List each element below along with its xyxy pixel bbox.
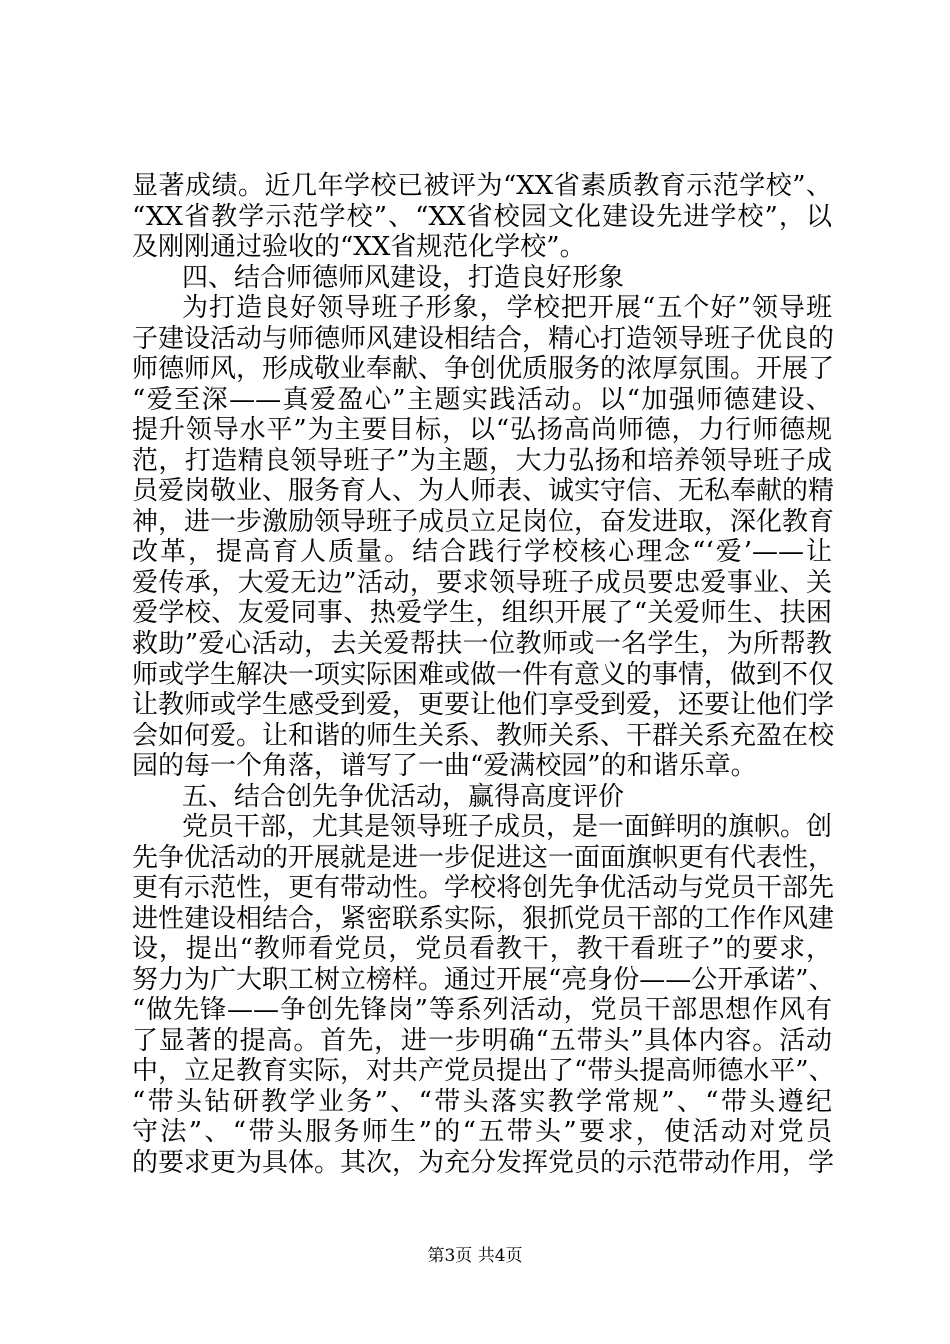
body-line: 更有示范性，更有带动性。学校将创先争优活动与党员干部先	[132, 873, 835, 903]
body-line: 爱传承，大爱无边”活动，要求领导班子成员要忠爱事业、关	[132, 568, 832, 598]
body-line: 中，立足教育实际，对共产党员提出了“带头提高师德水平”、	[132, 1056, 835, 1086]
body-line: 员爱岗敬业、服务育人、为人师表、诚实守信、无私奉献的精	[132, 476, 835, 506]
body-line: 爱学校、友爱同事、热爱学生，组织开展了“关爱师生、扶困	[132, 598, 832, 628]
body-line: 进性建设相结合，紧密联系实际，狠抓党员干部的工作作风建	[132, 904, 835, 934]
body-line: 园的每一个角落，谱写了一曲“爱满校园”的和谐乐章。	[132, 751, 757, 781]
body-line: 范，打造精良领导班子”为主题，大力弘扬和培养领导班子成	[132, 446, 832, 476]
body-line: “XX省教学示范学校”、“XX省校园文化建设先进学校”，以	[132, 202, 832, 232]
body-line: 显著成绩。近几年学校已被评为“XX省素质教育示范学校”、	[132, 171, 832, 201]
body-line: 子建设活动与师德师风建设相结合，精心打造领导班子优良的	[132, 324, 835, 354]
body-line: 的要求更为具体。其次，为充分发挥党员的示范带动作用，学	[132, 1148, 835, 1178]
body-line: 会如何爱。让和谐的师生关系、教师关系、干群关系充盈在校	[132, 721, 835, 751]
section-heading: 五、结合创先争优活动，赢得高度评价	[182, 782, 625, 812]
body-line: 先争优活动的开展就是进一步促进这一面面旗帜更有代表性，	[132, 843, 835, 873]
body-line: 师德师风，形成敬业奉献、争创优质服务的浓厚氛围。开展了	[132, 354, 835, 384]
body-line: 守法”、“带头服务师生”的“五带头”要求，使活动对党员	[132, 1117, 832, 1147]
body-line: 努力为广大职工树立榜样。通过开展“亮身份——公开承诺”、	[132, 965, 835, 995]
body-line: 提升领导水平”为主要目标，以“弘扬高尚师德，力行师德规	[132, 415, 832, 445]
page-footer: 第3页 共4页	[427, 1246, 523, 1266]
body-line: 神，进一步激励领导班子成员立足岗位，奋发进取，深化教育	[132, 507, 835, 537]
body-line: “带头钻研教学业务”、“带头落实教学常规”、“带头遵纪	[132, 1087, 832, 1117]
body-line: 救助”爱心活动，去关爱帮扶一位教师或一名学生，为所帮教	[132, 629, 832, 659]
body-line: 党员干部，尤其是领导班子成员，是一面鲜明的旗帜。创	[182, 812, 833, 842]
body-line: 让教师或学生感受到爱，更要让他们享受到爱，还要让他们学	[132, 690, 835, 720]
body-line: “做先锋——争创先锋岗”等系列活动，党员干部思想作风有	[132, 995, 832, 1025]
body-line: 及刚刚通过验收的“XX省规范化学校”。	[132, 232, 586, 262]
body-line: “爱至深——真爱盈心”主题实践活动。以“加强师德建设、	[132, 385, 832, 415]
body-line: 设，提出“教师看党员，党员看教干，教干看班子”的要求，	[132, 934, 832, 964]
body-line: 了显著的提高。首先，进一步明确“五带头”具体内容。活动	[132, 1026, 832, 1056]
body-line: 师或学生解决一项实际困难或做一件有意义的事情，做到不仅	[132, 660, 835, 690]
body-line: 改革，提高育人质量。结合践行学校核心理念“‘爱’——让	[132, 537, 832, 567]
section-heading: 四、结合师德师风建设，打造良好形象	[182, 263, 625, 293]
body-line: 为打造良好领导班子形象，学校把开展“五个好”领导班	[182, 293, 832, 323]
